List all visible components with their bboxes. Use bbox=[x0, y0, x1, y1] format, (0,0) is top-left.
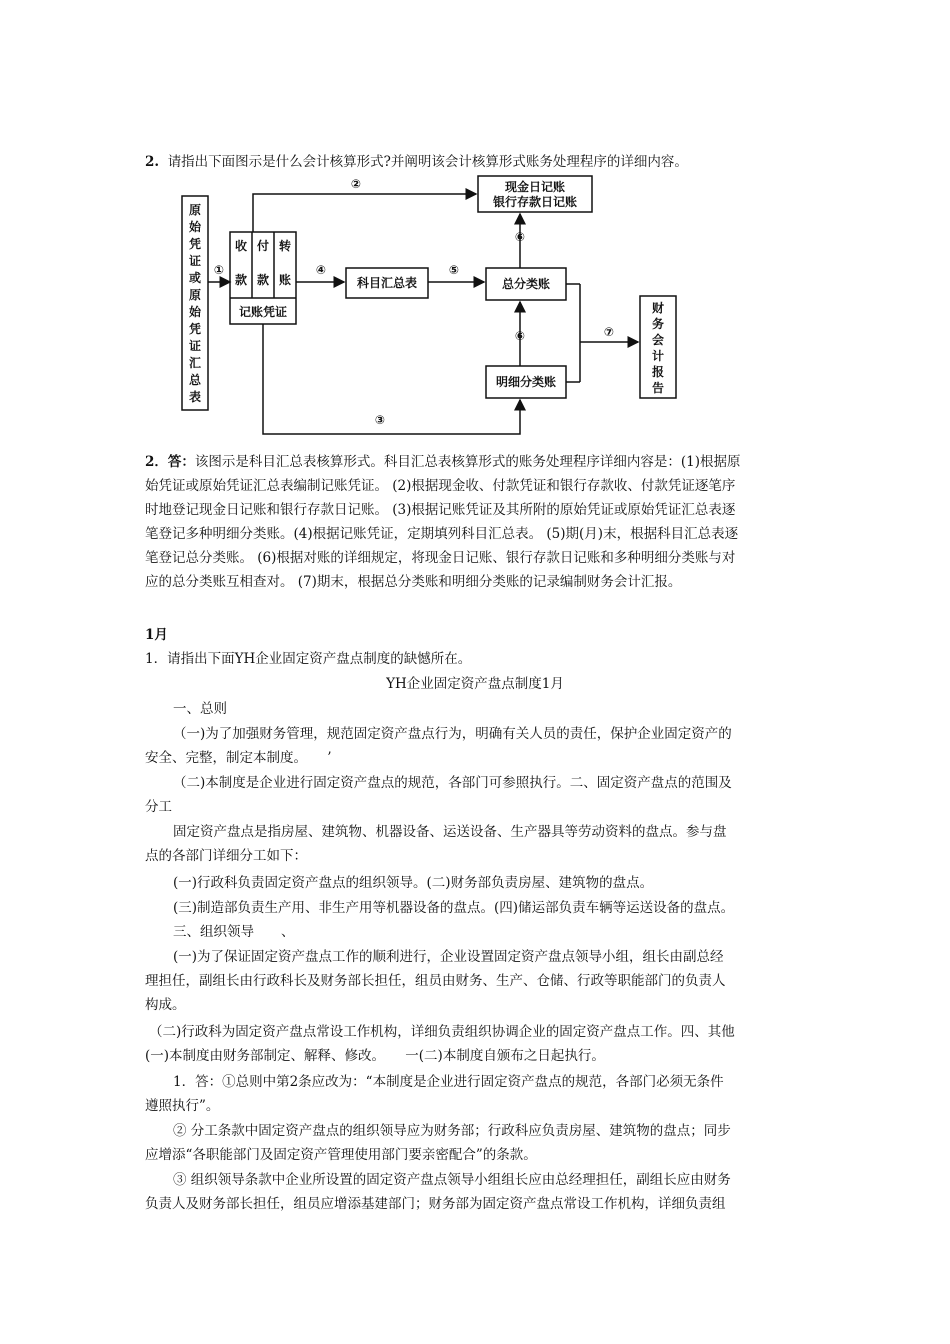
report-char: 务 bbox=[651, 317, 665, 331]
source-char: 始 bbox=[188, 305, 202, 319]
text-line: 理担任，副组长由行政科长及财务部长担任，组员由财务、生产、仓储、行政等职能部门的负责人 bbox=[145, 973, 726, 989]
text-line: （二)行政科为固定资产盘点常设工作机构，详细负责组织协调企业的固定资产盘点工作。四、其他 bbox=[149, 1024, 735, 1040]
text-line: 分工 bbox=[145, 799, 172, 815]
clause-2 bbox=[145, 771, 805, 819]
step-label: ③ bbox=[374, 413, 386, 427]
leadership-clause-2 bbox=[145, 1020, 805, 1068]
text-line: 安全、完整，制定本制度。 ’ bbox=[145, 750, 332, 766]
answer-1-part-3 bbox=[145, 1168, 805, 1216]
answer-1-part-1 bbox=[145, 1070, 805, 1118]
source-char: 汇 bbox=[188, 356, 202, 370]
text-line: 负责人及财务部长担任，组员应增添基建部门；财务部为固定资产盘点常设工作机构，详细负责组 bbox=[145, 1196, 726, 1212]
clause-1 bbox=[145, 722, 805, 770]
voucher-label: 记账凭证 bbox=[238, 305, 288, 319]
voucher-col-bottom: 账 bbox=[278, 273, 292, 287]
bank-journal-label: 银行存款日记账 bbox=[492, 195, 578, 209]
source-char: 始 bbox=[188, 220, 202, 234]
report-char: 财 bbox=[651, 301, 665, 315]
step-label: ⑦ bbox=[603, 325, 615, 339]
section-heading: 1月 bbox=[145, 627, 168, 643]
answer-2 bbox=[145, 450, 805, 594]
answer-line: 笔登记多种明细分类账。(4)根据记账凭证，定期填列科目汇总表。 (5)期(月)末，根据科目汇总表逐 bbox=[145, 526, 739, 542]
summary-table-label: 科目汇总表 bbox=[356, 276, 418, 290]
answer-line: 该图示是科目汇总表核算形式。科目汇总表核算形式的账务处理程序详细内容是：(1)根据原 bbox=[194, 454, 741, 470]
text-line: 点的各部门详细分工如下： bbox=[145, 848, 307, 864]
section-question: 1．请指出下面YH企业固定资产盘点制度的缺憾所在。 bbox=[145, 651, 472, 667]
step-label: ① bbox=[213, 263, 225, 277]
text-line: ② 分工条款中固定资产盘点的组织领导应为财务部；行政科应负责房屋、建筑物的盘点；同步 bbox=[173, 1123, 731, 1139]
step-label: ② bbox=[350, 177, 362, 191]
cash-journal-label: 现金日记账 bbox=[504, 180, 566, 194]
question-text: 请指出下面图示是什么会计核算形式?并阐明该会计核算形式账务处理程序的详细内容。 bbox=[167, 154, 688, 170]
voucher-col-top: 转 bbox=[278, 239, 292, 253]
voucher-col-top: 收 bbox=[234, 239, 248, 253]
division-line-2: (三)制造部负责生产用、非生产用等机器设备的盘点。(四)储运部负责车辆等运送设备的盘点。 bbox=[173, 900, 735, 916]
voucher-col-top: 付 bbox=[256, 239, 270, 253]
text-line: 应增添“各职能部门及固定资产管理使用部门要亲密配合”的条款。 bbox=[145, 1147, 537, 1163]
source-char: 表 bbox=[188, 390, 202, 404]
sub-ledger-label: 明细分类账 bbox=[495, 375, 557, 389]
text-line: 固定资产盘点是指房屋、建筑物、机器设备、运送设备、生产器具等劳动资料的盘点。参与盘 bbox=[173, 824, 727, 840]
text-line: 遵照执行”。 bbox=[145, 1098, 220, 1114]
text-line: 构成。 bbox=[145, 997, 186, 1013]
report-char: 计 bbox=[651, 349, 665, 363]
text-line: （一)为了加强财务管理，规范固定资产盘点行为，明确有关人员的责任，保护企业固定资产的 bbox=[173, 726, 732, 742]
division-line-1: (一)行政科负责固定资产盘点的组织领导。(二)财务部负责房屋、建筑物的盘点。 bbox=[173, 875, 654, 891]
text-line: (一)本制度由财务部制定、解释、修改。 一(二)本制度自颁布之日起执行。 bbox=[145, 1048, 605, 1064]
report-char: 报 bbox=[651, 365, 665, 379]
accounting-flow-diagram bbox=[170, 170, 690, 440]
leadership-clause-1 bbox=[145, 945, 805, 1017]
source-char: 原 bbox=[188, 203, 202, 217]
source-char: 凭 bbox=[188, 322, 202, 336]
voucher-col-bottom: 款 bbox=[234, 273, 248, 287]
scope-paragraph bbox=[145, 820, 805, 868]
question-number: 2. bbox=[145, 154, 160, 170]
answer-line: 始凭证或原始凭证汇总表编制记账凭证。 (2)根据现金收、付款凭证和银行存款收、付款凭证逐笔序 bbox=[145, 478, 736, 494]
general-heading: 一、总则 bbox=[173, 701, 227, 717]
answer-1-part-2 bbox=[145, 1119, 805, 1167]
step-label: ⑤ bbox=[448, 263, 460, 277]
report-char: 告 bbox=[651, 381, 665, 395]
text-line: 1．答：①总则中第2条应改为：“本制度是企业进行固定资产盘点的规范，各部门必须无条件 bbox=[173, 1074, 724, 1090]
source-char: 凭 bbox=[188, 237, 202, 251]
step-label: ④ bbox=[315, 263, 327, 277]
answer-line: 时地登记现金日记账和银行存款日记账。 (3)根据记账凭证及其所附的原始凭证或原始凭证汇总表逐 bbox=[145, 502, 736, 518]
text-line: ③ 组织领导条款中企业所设置的固定资产盘点领导小组组长应由总经理担任，副组长应由财务 bbox=[173, 1172, 731, 1188]
text-line: （二)本制度是企业进行固定资产盘点的规范，各部门可参照执行。二、固定资产盘点的范围及 bbox=[173, 775, 732, 791]
source-char: 证 bbox=[188, 254, 202, 268]
source-char: 或 bbox=[188, 271, 202, 285]
source-char: 证 bbox=[188, 339, 202, 353]
text-line: (一)为了保证固定资产盘点工作的顺利进行，企业设置固定资产盘点领导小组，组长由副总经 bbox=[173, 949, 724, 965]
answer-label: 2．答： bbox=[145, 454, 195, 470]
answer-line: 笔登记总分类账。 (6)根据对账的详细规定，将现金日记账、银行存款日记账和多种明细分类账与对 bbox=[145, 550, 736, 566]
general-ledger-label: 总分类账 bbox=[501, 277, 551, 291]
report-char: 会 bbox=[651, 333, 665, 347]
step-label: ⑥ bbox=[514, 230, 526, 244]
voucher-col-bottom: 款 bbox=[256, 273, 270, 287]
source-char: 原 bbox=[188, 288, 202, 302]
doc-title: YH企业固定资产盘点制度1月 bbox=[386, 676, 564, 692]
leadership-heading: 三、组织领导 、 bbox=[173, 924, 295, 940]
answer-line: 应的总分类账互相查对。 (7)期末，根据总分类账和明细分类账的记录编制财务会计汇报。 bbox=[145, 574, 682, 590]
source-char: 总 bbox=[188, 373, 202, 387]
step-label: ⑥ bbox=[514, 329, 526, 343]
